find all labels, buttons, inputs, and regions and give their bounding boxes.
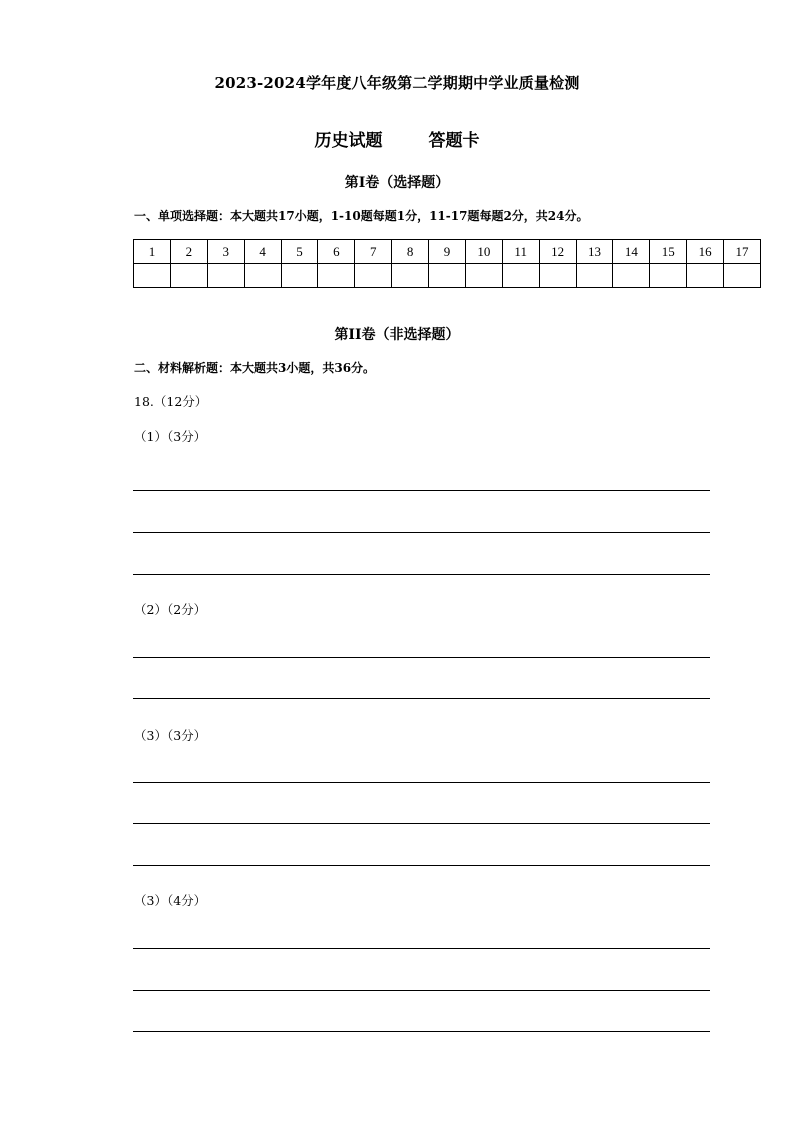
answer-line[interactable] xyxy=(133,532,710,533)
answer-line[interactable] xyxy=(133,865,710,866)
question-number: 12 xyxy=(539,240,576,264)
answer-row xyxy=(134,264,761,288)
sub-question-2-label: （2）（2分） xyxy=(134,602,207,617)
answer-cell[interactable] xyxy=(244,264,281,288)
answer-cell[interactable] xyxy=(576,264,613,288)
question-number: 10 xyxy=(465,240,502,264)
answer-cell[interactable] xyxy=(539,264,576,288)
sub-question-3-label: （3）（3分） xyxy=(134,728,207,743)
question-number: 14 xyxy=(613,240,650,264)
answer-cell[interactable] xyxy=(170,264,207,288)
answer-cell[interactable] xyxy=(465,264,502,288)
answer-line[interactable] xyxy=(133,657,710,658)
answer-cell[interactable] xyxy=(429,264,466,288)
sub-question-4-label: （3）（4分） xyxy=(134,893,207,908)
answer-cell[interactable] xyxy=(355,264,392,288)
exam-title: 2023-2024学年度八年级第二学期期中学业质量检测 xyxy=(214,74,580,92)
answer-cell[interactable] xyxy=(724,264,761,288)
answer-cell[interactable] xyxy=(281,264,318,288)
question-number: 6 xyxy=(318,240,355,264)
answer-line[interactable] xyxy=(133,574,710,575)
question-18-label: 18.（12分） xyxy=(134,394,208,409)
answer-line[interactable] xyxy=(133,990,710,991)
question-number: 13 xyxy=(576,240,613,264)
part1-title: 第I卷（选择题） xyxy=(344,175,450,191)
question-number: 9 xyxy=(429,240,466,264)
answer-cell[interactable] xyxy=(392,264,429,288)
answer-line[interactable] xyxy=(133,490,710,491)
answer-line[interactable] xyxy=(133,1031,710,1032)
question-number: 17 xyxy=(724,240,761,264)
question-number: 5 xyxy=(281,240,318,264)
question-number: 4 xyxy=(244,240,281,264)
question-number: 1 xyxy=(134,240,171,264)
part2-title: 第II卷（非选择题） xyxy=(334,327,460,343)
answer-cell[interactable] xyxy=(650,264,687,288)
answer-cell[interactable] xyxy=(318,264,355,288)
answer-cell[interactable] xyxy=(613,264,650,288)
answer-line[interactable] xyxy=(133,948,710,949)
answer-card-label: 答题卡 xyxy=(428,131,480,151)
question-number: 15 xyxy=(650,240,687,264)
question-number: 16 xyxy=(687,240,724,264)
choice-answer-grid xyxy=(133,239,761,288)
subject-title: 历史试题 xyxy=(314,131,383,151)
answer-cell[interactable] xyxy=(687,264,724,288)
sub-question-1-label: （1）（3分） xyxy=(134,429,207,444)
question-number: 11 xyxy=(502,240,539,264)
subject-heading xyxy=(0,126,794,151)
answer-cell[interactable] xyxy=(502,264,539,288)
question-number: 7 xyxy=(355,240,392,264)
question-number: 8 xyxy=(392,240,429,264)
question-number: 2 xyxy=(170,240,207,264)
part1-instruction: 一、单项选择题：本大题共17小题，1-10题每题1分，11-17题每题2分，共24分。 xyxy=(134,209,589,223)
answer-line[interactable] xyxy=(133,823,710,824)
question-number: 3 xyxy=(207,240,244,264)
answer-line[interactable] xyxy=(133,782,710,783)
part2-instruction: 二、材料解析题：本大题共3小题，共36分。 xyxy=(134,361,376,375)
answer-cell[interactable] xyxy=(207,264,244,288)
answer-line[interactable] xyxy=(133,698,710,699)
question-number-row xyxy=(134,240,761,264)
answer-cell[interactable] xyxy=(134,264,171,288)
